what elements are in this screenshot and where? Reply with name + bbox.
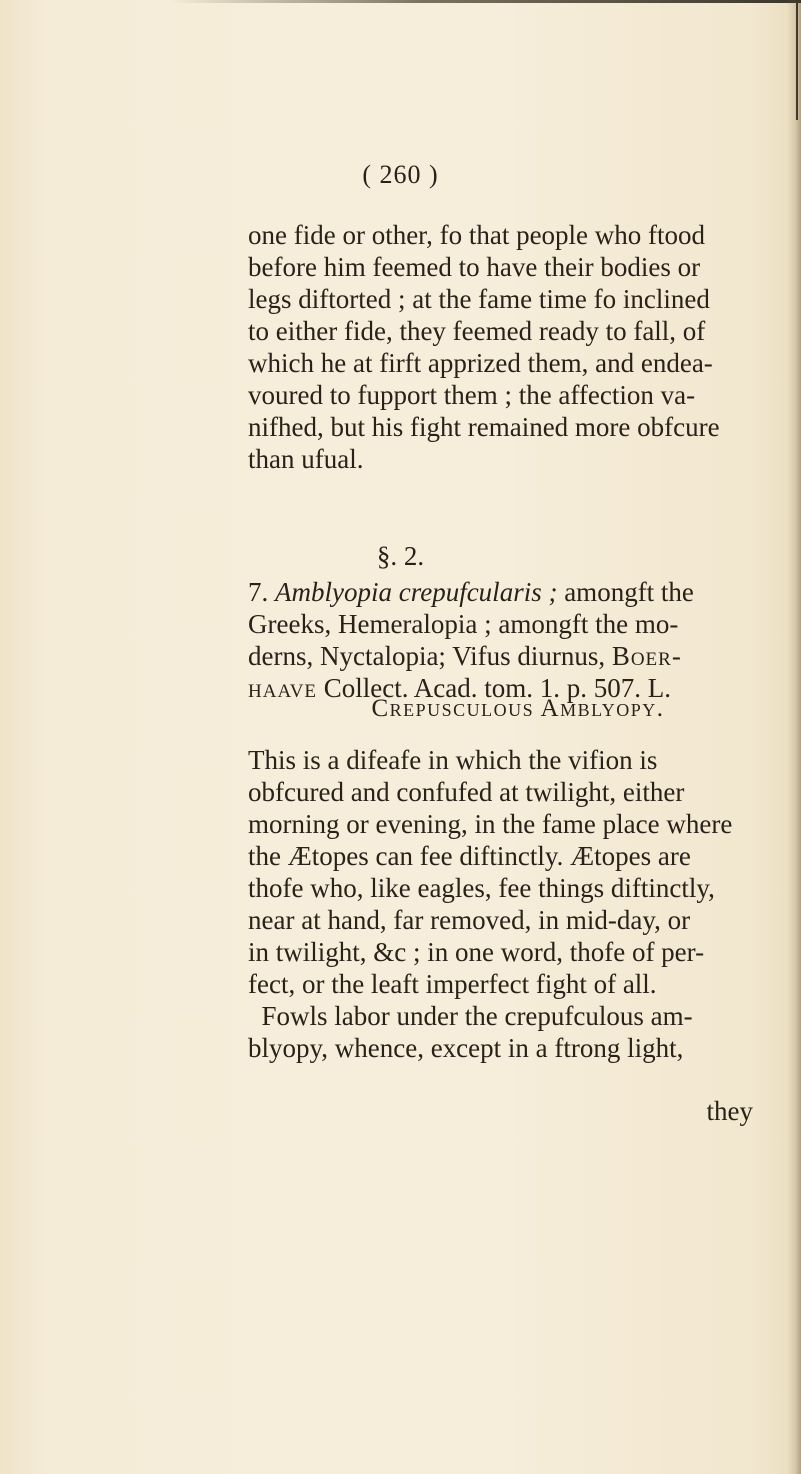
section-heading: Crepusculous Amblyopy. [371, 695, 665, 722]
entry-number: 7. [248, 577, 269, 607]
text-span: amongft the [557, 577, 694, 607]
text-line: the Ætopes can fee diftinctly. Ætopes are [248, 841, 691, 871]
text-line: which he at firft apprized them, and endea- [248, 348, 713, 378]
text-line: obfcured and confufed at twilight, either [248, 777, 685, 807]
page-number: ( 260 ) [362, 160, 439, 189]
text-line: legs diftorted ; at the fame time fo inclined [248, 284, 710, 314]
text-line: in twilight, &c ; in one word, thofe of per- [248, 937, 705, 967]
catchword: they [706, 1096, 753, 1126]
text-line: to either fide, they feemed ready to fall, of [248, 316, 706, 346]
entry-paragraph [248, 576, 788, 704]
page-top-edge [170, 0, 801, 3]
text-line: near at hand, far removed, in mid-day, or [248, 905, 691, 935]
text-line: nifhed, but his fight remained more obfcure [248, 412, 720, 442]
author-name: Boer- [611, 641, 682, 671]
text-line: fect, or the leaft imperfect fight of all. [248, 969, 657, 999]
text-line [248, 640, 788, 672]
text-line: than ufual. [248, 444, 364, 474]
text-line: before him feemed to have their bodies or [248, 252, 701, 282]
text-line: blyopy, whence, except in a ftrong light, [248, 1033, 684, 1063]
text-span: derns, Nyctalopia; Vifus diurnus, [248, 641, 612, 671]
author-name: haave [248, 673, 318, 703]
text-line: This is a difeafe in which the vifion is [248, 745, 658, 775]
text-line: Greeks, Hemeralopia ; amongft the mo- [248, 609, 679, 639]
section-mark: §. 2. [376, 541, 425, 571]
text-line: voured to fupport them ; the affection va- [248, 380, 696, 410]
text-span: Collect. Acad. tom. 1. p. 507. L. [317, 673, 671, 703]
text-line: one fide or other, fo that people who ftood [248, 220, 706, 250]
text-line: morning or evening, in the fame place where [248, 809, 733, 839]
text-line: thofe who, like eagles, fee things diftinctly, [248, 873, 715, 903]
text-line [248, 576, 788, 608]
paragraph-1 [248, 219, 788, 475]
text-line: Fowls labor under the crepufculous am- [248, 1001, 693, 1031]
page-binding-shadow [787, 0, 801, 1474]
entry-term: Amblyopia crepufcularis ; [275, 577, 558, 607]
paragraph-2 [248, 744, 788, 1064]
